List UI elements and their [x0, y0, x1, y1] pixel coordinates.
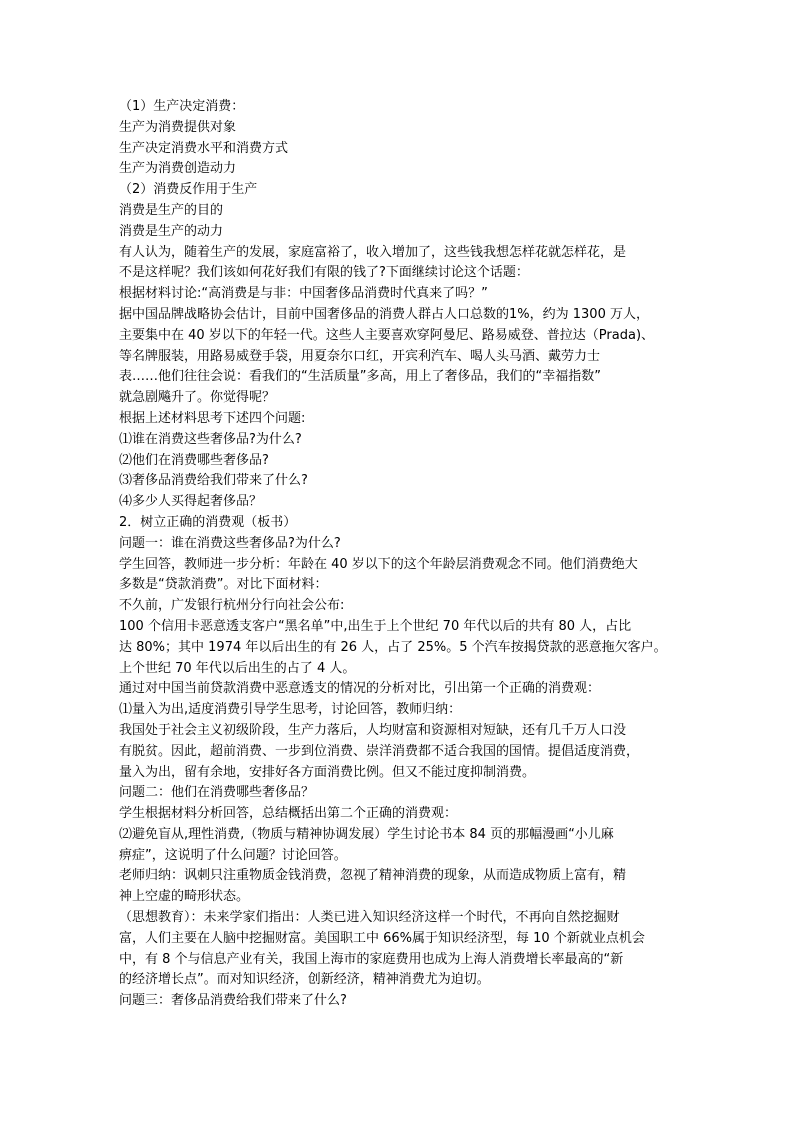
- text-line: 不久前，广发银行杭州分行向社会公布:: [119, 598, 345, 614]
- text-line: 量入为出，留有余地，安排好各方面消费比例。但又不能过度抑制消费。: [119, 764, 536, 780]
- text-line: 2．树立正确的消费观（板书）: [119, 514, 297, 530]
- text-line: 老师归纳：讽刺只注重物质金钱消费，忽视了精神消费的现象，从而造成物质上富有，精: [119, 868, 627, 884]
- text-line: ⑶奢侈品消费给我们带来了什么?: [119, 473, 308, 489]
- document-body: [119, 97, 689, 1012]
- text-line: 等名牌服装，用路易威登手袋，用夏奈尔口红，开宾利汽车、喝人头马酒、戴劳力士: [119, 348, 601, 364]
- text-line: 学生根据材料分析回答，总结概括出第二个正确的消费观：: [119, 806, 458, 822]
- text-line: 有人认为，随着生产的发展，家庭富裕了，收入增加了，这些钱我想怎样花就怎样花，是: [119, 244, 627, 260]
- text-line: ⑷多少人买得起奢侈品？: [119, 494, 263, 510]
- text-line: 的经济增长点”。而对知识经济，创新经济，精神消费尤为迫切。: [119, 972, 490, 988]
- text-line: 表……他们往往会说：看我们的“生活质量”多高，用上了奢侈品，我们的“幸福指数”: [119, 369, 601, 385]
- text-line: 生产为消费创造动力: [119, 161, 237, 177]
- text-line: 有脱贫。因此，超前消费、一步到位消费、崇洋消费都不适合我国的国情。提倡适度消费，: [119, 743, 640, 759]
- text-line: ⑴谁在消费这些奢侈品?为什么?: [119, 431, 302, 447]
- text-line: 达 80%；其中 1974 年以后出生的有 26 人，占了 25%。5 个汽车按揭贷款的恶意拖欠客户。: [119, 639, 667, 655]
- text-line: 神上空虚的畸形状态。: [119, 889, 250, 905]
- text-line: ⑵避免盲从,理性消费,（物质与精神协调发展）学生讨论书本 84 页的那幅漫画“小儿麻: [119, 826, 614, 842]
- text-line: （2）消费反作用于生产: [119, 182, 258, 198]
- text-line: ⑴量入为出,适度消费引导学生思考，讨论回答，教师归纳：: [119, 702, 462, 718]
- text-line: 就急剧飚升了。你觉得呢？: [119, 390, 276, 406]
- text-line: 消费是生产的目的: [119, 202, 224, 218]
- text-line: 根据材料讨论:“高消费是与非：中国奢侈品消费时代真来了吗？”: [119, 286, 488, 302]
- text-line: （思想教育）：未来学家们指出：人类已进入知识经济这样一个时代，不再向自然挖掘财: [119, 910, 620, 926]
- text-line: 上个世纪 70 年代以后出生的占了 4 人。: [119, 660, 356, 676]
- text-line: 我国处于社会主义初级阶段，生产力落后，人均财富和资源相对短缺，还有几千万人口没: [119, 722, 627, 738]
- text-line: 痹症”，这说明了什么问题？讨论回答。: [119, 847, 347, 863]
- text-line: 通过对中国当前贷款消费中恶意透支的情况的分析对比，引出第一个正确的消费观：: [119, 681, 601, 697]
- text-line: 生产决定消费水平和消费方式: [119, 140, 289, 156]
- text-line: 学生回答，教师进一步分析：年龄在 40 岁以下的这个年龄层消费观念不同。他们消费绝大: [119, 556, 638, 572]
- text-line: 不是这样呢？我们该如何花好我们有限的钱了?下面继续讨论这个话题：: [119, 265, 529, 281]
- text-line: 问题一：谁在消费这些奢侈品?为什么?: [119, 535, 341, 551]
- text-line: 主要集中在 40 岁以下的年轻一代。这些人主要喜欢穿阿曼尼、路易威登、普拉达（Prada)、: [119, 327, 655, 343]
- text-line: 据中国品牌战略协会估计，目前中国奢侈品的消费人群占人口总数的1%，约为 1300 万人，: [119, 306, 649, 322]
- text-line: 问题二：他们在消费哪些奢侈品？: [119, 785, 315, 801]
- text-line: 问题三：奢侈品消费给我们带来了什么?: [119, 993, 347, 1009]
- text-line: 根据上述材料思考下述四个问题:: [119, 410, 306, 426]
- text-line: 多数是“贷款消费”。对比下面材料：: [119, 577, 328, 593]
- text-line: 富，人们主要在人脑中挖掘财富。美国职工中 66%属于知识经济型，每 10 个新就业点机会: [119, 930, 645, 946]
- text-line: 中，有 8 个与信息产业有关，我国上海市的家庭费用也成为上海人消费增长率最高的“新: [119, 951, 624, 967]
- text-line: 消费是生产的动力: [119, 223, 224, 239]
- text-line: 100 个信用卡恶意透支客户“黑名单”中,出生于上个世纪 70 年代以后的共有 80 人，占比: [119, 618, 632, 634]
- text-line: 生产为消费提供对象: [119, 119, 237, 135]
- text-line: （1）生产决定消费：: [119, 99, 245, 114]
- text-line: ⑵他们在消费哪些奢侈品?: [119, 452, 269, 468]
